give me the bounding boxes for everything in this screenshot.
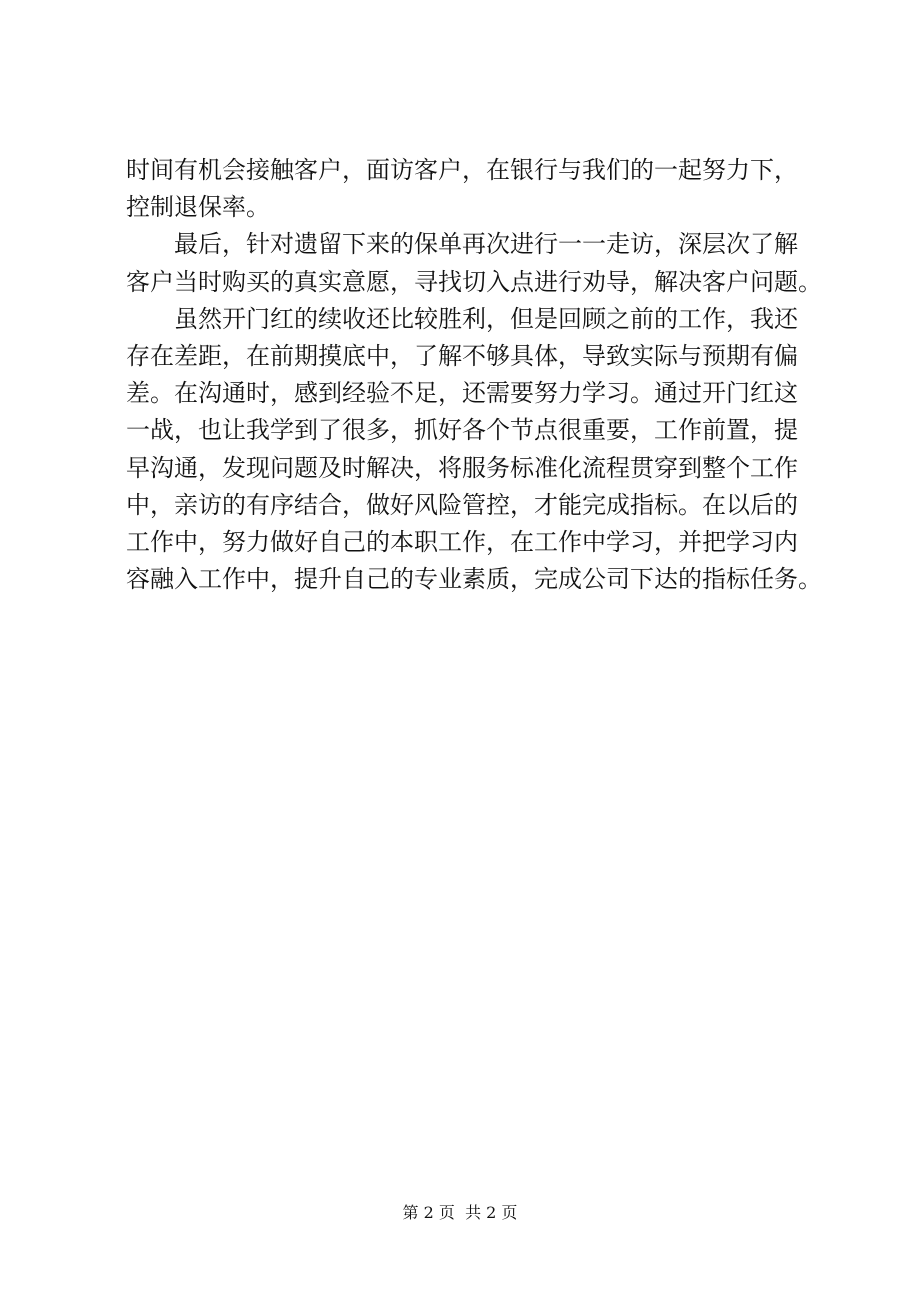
p3-line-2: 存在差距，在前期摸底中，了解不够具体，导致实际与预期有偏 — [126, 341, 798, 370]
page-number-footer: 第 2 页 共 2 页 — [402, 1203, 518, 1222]
p3-line-5: 早沟通，发现问题及时解决，将服务标准化流程贯穿到整个工作 — [126, 453, 798, 482]
p1-line-2: 控制退保率。 — [126, 193, 270, 222]
p3-line-4: 一战，也让我学到了很多，抓好各个节点很重要，工作前置，提 — [126, 416, 798, 445]
p3-line-7: 工作中，努力做好自己的本职工作，在工作中学习，并把学习内 — [126, 527, 798, 556]
document-body — [126, 152, 822, 598]
p3-line-3: 差。在沟通时，感到经验不足，还需要努力学习。通过开门红这 — [126, 379, 798, 408]
p2-line-1: 最后，针对遗留下来的保单再次进行一一走访，深层次了解 — [174, 230, 798, 259]
p1-line-1: 时间有机会接触客户，面访客户，在银行与我们的一起努力下， — [126, 156, 798, 184]
p3-line-6: 中，亲访的有序结合，做好风险管控，才能完成指标。在以后的 — [126, 490, 798, 519]
p2-line-2: 客户当时购买的真实意愿，寻找切入点进行劝导，解决客户问题。 — [126, 267, 822, 296]
p3-line-1: 虽然开门红的续收还比较胜利，但是回顾之前的工作，我还 — [174, 304, 798, 333]
p3-line-8: 容融入工作中，提升自己的专业素质，完成公司下达的指标任务。 — [126, 565, 822, 594]
